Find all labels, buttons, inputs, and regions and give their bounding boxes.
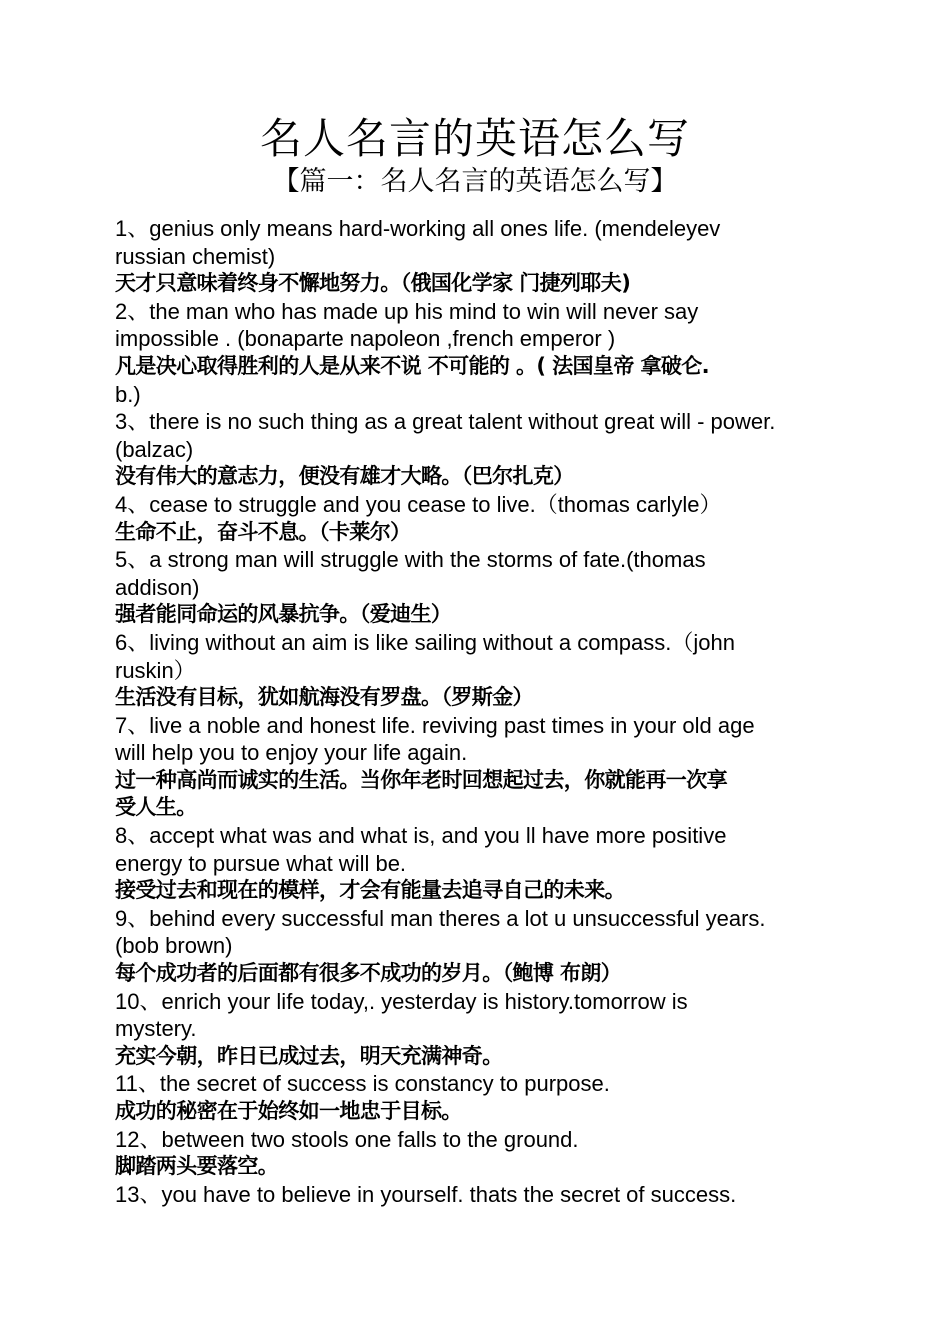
quote-text-line: russian chemist)	[115, 243, 276, 269]
quote-text-line: 2、the man who has made up his mind to win will never say	[115, 298, 699, 324]
quote-text-line: mystery.	[115, 1016, 197, 1042]
quote-translation-line: 强者能同命运的风暴抗争。（爱迪生）	[115, 602, 452, 627]
quote-text-line: 9、behind every successful man theres a lot u unsuccessful years.	[115, 905, 766, 931]
quote-text-line: 1、genius only means hard-working all ones life. (mendeleyev	[115, 216, 721, 241]
quote-text-line: 12、between two stools one falls to the ground.	[115, 1126, 579, 1152]
quote-translation-line: 受人生。	[115, 795, 197, 820]
quote-translation-line: 成功的秘密在于始终如一地忠于目标。	[115, 1099, 462, 1123]
quote-translation-line: 生命不止，奋斗不息。（卡莱尔）	[115, 519, 411, 544]
quote-translation-line: 天才只意味着终身不懈地努力。（俄国化学家 门捷列耶夫)	[115, 271, 631, 296]
quote-list	[115, 215, 837, 1208]
quote-translation-line: 过一种高尚而诚实的生活。当你年老时回想起过去，你就能再一次享	[115, 767, 727, 792]
quote-text-line: energy to pursue what will be.	[115, 850, 407, 876]
page-title: 名人名言的英语怎么写	[259, 114, 690, 163]
quote-translation-line: 凡是决心取得胜利的人是从来不说 不可能的 。( 法国皇帝 拿破仑.	[115, 353, 710, 378]
quote-text-line: ruskin）	[115, 657, 196, 683]
quote-text-line: addison)	[115, 574, 200, 600]
quote-text-line: b.)	[115, 381, 141, 407]
quote-text-line: impossible . (bonaparte napoleon ,french emperor )	[115, 326, 616, 352]
quote-text-line: 13、you have to believe in yourself. thats the secret of success.	[115, 1181, 737, 1207]
quote-text-line: 4、cease to struggle and you cease to live.（thomas carlyle）	[115, 491, 722, 517]
quote-text-line: will help you to enjoy your life again.	[115, 740, 468, 766]
quote-translation-line: 每个成功者的后面都有很多不成功的岁月。（鲍博 布朗）	[115, 961, 622, 986]
quote-text-line: 6、living without an aim is like sailing without a compass.（john	[115, 629, 735, 655]
quote-translation-line: 生活没有目标，犹如航海没有罗盘。（罗斯金）	[115, 685, 533, 710]
quote-text-line: 11、the secret of success is constancy to purpose.	[115, 1071, 610, 1097]
section-heading: 【篇一：名人名言的英语怎么写】	[272, 166, 678, 197]
quote-text-line: 10、enrich your life today,. yesterday is history.tomorrow is	[115, 988, 688, 1014]
quote-translation-line: 充实今朝，昨日已成过去，明天充满神奇。	[115, 1043, 503, 1068]
quote-text-line: 8、accept what was and what is, and you ll have more positive	[115, 823, 727, 849]
quote-translation-line: 接受过去和现在的模样，才会有能量去追寻自己的未来。	[115, 878, 625, 903]
quote-text-line: 3、there is no such thing as a great talent without great will - power.	[115, 409, 776, 435]
quote-translation-line: 脚踏两头要落空。	[115, 1154, 279, 1179]
quote-text-line: 5、a strong man will struggle with the storms of fate.(thomas	[115, 547, 706, 573]
quote-text-line: (balzac)	[115, 436, 194, 462]
quote-text-line: 7、live a noble and honest life. reviving past times in your old age	[115, 712, 755, 738]
quote-translation-line: 没有伟大的意志力，便没有雄才大略。（巴尔扎克）	[115, 464, 574, 489]
quote-text-line: (bob brown)	[115, 933, 233, 959]
